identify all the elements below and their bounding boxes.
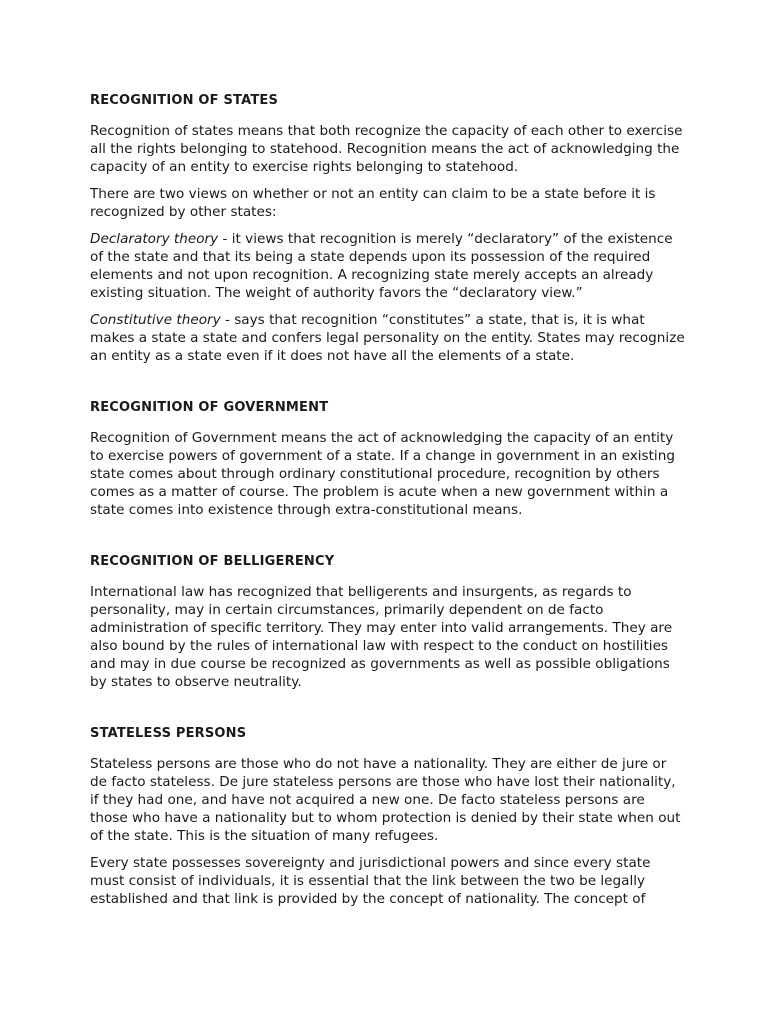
theory-paragraph xyxy=(90,230,686,302)
section-heading: RECOGNITION OF STATES xyxy=(90,93,279,108)
section-heading: RECOGNITION OF BELLIGERENCY xyxy=(90,554,335,569)
paragraph: International law has recognized that belligerents and insurgents, as regards to personality, may in certain circumstances, primarily dependent on de facto administration of specific territory. They may enter into valid arrangements. They are also bound by the rules of international law with respect to the conduct on hostilities and may in due course be recognized as governments as well as possible obligations by states to observe neutrality. xyxy=(90,584,673,690)
theory-text: - it views that recognition is merely “declaratory” of the existence of the state and that its being a state depends upon its possession of the required elements and not upon recognition. A recognizing state merely accepts an already existing situation. The weight of authority favors the “declaratory view.” xyxy=(90,231,673,301)
section-recognition-of-states xyxy=(90,92,686,365)
theory-term: Declaratory theory xyxy=(90,231,219,247)
theory-text: - says that recognition “constitutes” a state, that is, it is what makes a state a state and confers legal personality on the entity. States may recognize an entity as a state even if it does not have all the elements of a state. xyxy=(90,312,685,364)
section-recognition-of-belligerency xyxy=(90,553,686,691)
paragraph: Every state possesses sovereignty and jurisdictional powers and since every state must consist of individuals, it is essential that the link between the two be legally established and that link is provided by the concept of nationality. The concept of xyxy=(90,855,651,907)
section-heading: RECOGNITION OF GOVERNMENT xyxy=(90,400,329,415)
paragraph: Stateless persons are those who do not have a nationality. They are either de jure or de facto stateless. De jure stateless persons are those who have lost their nationality, if they had one, and have not acquired a new one. De facto stateless persons are those who have a nationality but to whom protection is denied by their state when out of the state. This is the situation of many refugees. xyxy=(90,756,681,844)
theory-paragraph xyxy=(90,311,686,365)
paragraph: Recognition of states means that both recognize the capacity of each other to exercise all the rights belonging to statehood. Recognition means the act of acknowledging the capacity of an entity to exercise rights belonging to statehood. xyxy=(90,123,683,175)
paragraph: There are two views on whether or not an entity can claim to be a state before it is recognized by other states: xyxy=(90,186,656,220)
paragraph: Recognition of Government means the act of acknowledging the capacity of an entity to exercise powers of government of a state. If a change in government in an existing state comes about through ordinary constitutional procedure, recognition by others comes as a matter of course. The problem is acute when a new government within a state comes into existence through extra-constitutional means. xyxy=(90,430,675,518)
section-recognition-of-government xyxy=(90,399,686,519)
section-stateless-persons xyxy=(90,725,686,908)
theory-term: Constitutive theory xyxy=(90,312,221,328)
section-heading: STATELESS PERSONS xyxy=(90,726,247,741)
